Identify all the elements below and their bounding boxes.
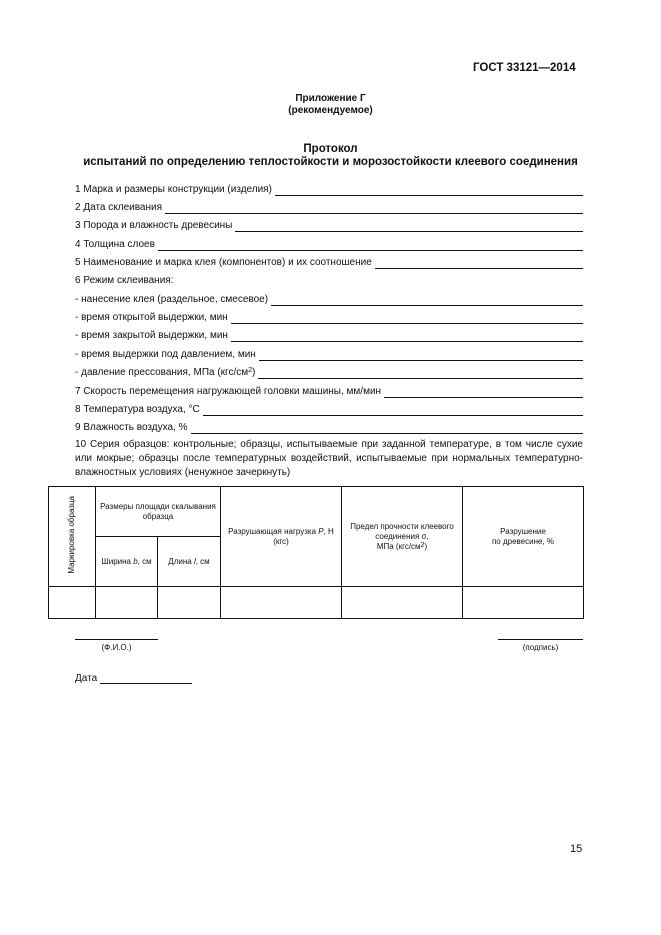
blank-line[interactable] xyxy=(191,422,584,434)
header-text: Предел прочности клеевого соединения σ, xyxy=(350,521,454,541)
field-label xyxy=(75,367,258,379)
annex-subtitle: (рекомендуемое) xyxy=(288,105,373,116)
protocol-subtitle: испытаний по определению теплостойкости и морозостойкости клеевого соединения xyxy=(83,156,578,168)
table-cell[interactable] xyxy=(96,587,158,619)
superscript: 2 xyxy=(248,367,253,374)
header-text: ) xyxy=(424,541,428,551)
field-air-humidity xyxy=(75,418,583,434)
header-text: Разрушающая нагрузка xyxy=(228,526,319,536)
field-wood-species xyxy=(75,216,583,232)
field-label: - время выдержки под давлением, мин xyxy=(75,349,256,360)
field-air-temperature xyxy=(75,400,583,416)
table-cell[interactable] xyxy=(158,587,221,619)
header-strength xyxy=(342,487,463,587)
blank-line[interactable] xyxy=(375,257,583,269)
table-cell[interactable] xyxy=(463,587,584,619)
field-layer-thickness xyxy=(75,235,583,251)
date-field xyxy=(75,672,192,684)
series-note-text: 10 Серия образцов: контрольные; образцы, испытываемые при заданной температуре, в том числе сухие или мокрые; образцы после температурных воздействий, испытываемые при нормальных температурно-влажностных условиях (ненужное зачеркнуть) xyxy=(75,439,583,478)
field-closed-time xyxy=(75,326,583,342)
field-label: 2 Дата склеивания xyxy=(75,202,163,213)
field-head-speed xyxy=(75,382,583,398)
table-cell[interactable] xyxy=(221,587,342,619)
header-failure xyxy=(463,487,584,587)
header-load xyxy=(221,487,342,587)
standard-number: ГОСТ 33121—2014 xyxy=(473,62,576,74)
name-caption: (Ф.И.О.) xyxy=(101,643,132,652)
table-cell[interactable] xyxy=(49,587,96,619)
signature-caption: (подпись) xyxy=(522,643,559,652)
date-label: Дата xyxy=(75,673,98,684)
blank-line[interactable] xyxy=(275,184,583,196)
blank-line[interactable] xyxy=(384,386,583,398)
blank-line[interactable] xyxy=(258,367,583,379)
superscript: 2 xyxy=(420,541,425,549)
field-glue-date xyxy=(75,198,583,214)
field-label: 5 Наименование и марка клея (компонентов) и их соотношение xyxy=(75,257,372,268)
blank-line[interactable] xyxy=(271,294,583,306)
field-glue-application xyxy=(75,290,583,306)
blank-line[interactable] xyxy=(231,330,583,342)
blank-line[interactable] xyxy=(259,349,583,361)
signature-line[interactable] xyxy=(498,639,583,640)
field-label: 1 Марка и размеры конструкции (изделия) xyxy=(75,184,272,195)
blank-line[interactable] xyxy=(235,220,583,232)
date-blank-line[interactable] xyxy=(100,672,192,684)
header-area: Размеры площади скалывания образца xyxy=(96,487,221,537)
header-text: , см xyxy=(137,556,152,566)
blank-line[interactable] xyxy=(203,404,583,416)
blank-line[interactable] xyxy=(165,202,583,214)
field-glue-brand xyxy=(75,253,583,269)
header-text: , см xyxy=(195,556,210,566)
field-label: - нанесение клея (раздельное, смесевое) xyxy=(75,294,269,305)
blank-line[interactable] xyxy=(231,312,583,324)
field-label: 8 Температура воздуха, °С xyxy=(75,404,200,415)
field-label: 4 Толщина слоев xyxy=(75,239,155,250)
table-row xyxy=(49,587,584,619)
annex-title: Приложение Г xyxy=(295,93,366,104)
header-var: P xyxy=(318,526,324,536)
field-label: - время закрытой выдержки, мин xyxy=(75,330,228,341)
results-table xyxy=(48,486,584,619)
series-note xyxy=(75,438,583,480)
field-pressure-time xyxy=(75,345,583,361)
header-text: МПа (кгс/см xyxy=(376,541,421,551)
protocol-title: Протокол xyxy=(303,143,358,155)
header-text: по древесине, % xyxy=(491,536,555,546)
label-text: - давление прессования, МПа (кгс/см xyxy=(75,367,249,378)
label-text: ) xyxy=(252,367,256,378)
header-marking xyxy=(49,487,96,587)
field-label: 7 Скорость перемещения нагружающей головки машины, мм/мин xyxy=(75,386,382,397)
name-signature-line[interactable] xyxy=(75,639,158,640)
header-text: Разрушение xyxy=(500,526,546,536)
header-text: , Н (кгс) xyxy=(273,526,334,546)
blank-line[interactable] xyxy=(158,239,583,251)
field-label: 3 Порода и влажность древесины xyxy=(75,220,233,231)
field-label: - время открытой выдержки, мин xyxy=(75,312,228,323)
field-pressing-pressure xyxy=(75,363,583,379)
header-text: Ширина xyxy=(101,556,134,566)
page-number: 15 xyxy=(570,843,583,855)
header-var: l xyxy=(193,556,196,566)
table-cell[interactable] xyxy=(342,587,463,619)
field-label: 9 Влажность воздуха, % xyxy=(75,422,188,433)
header-length xyxy=(158,537,221,587)
field-open-time xyxy=(75,308,583,324)
gluing-mode-heading: 6 Режим склеивания: xyxy=(75,275,174,286)
header-text: Длина xyxy=(168,556,194,566)
field-construction xyxy=(75,180,583,196)
header-marking-text: Маркировка образца xyxy=(67,496,76,574)
header-width xyxy=(96,537,158,587)
header-var: b xyxy=(133,556,138,566)
